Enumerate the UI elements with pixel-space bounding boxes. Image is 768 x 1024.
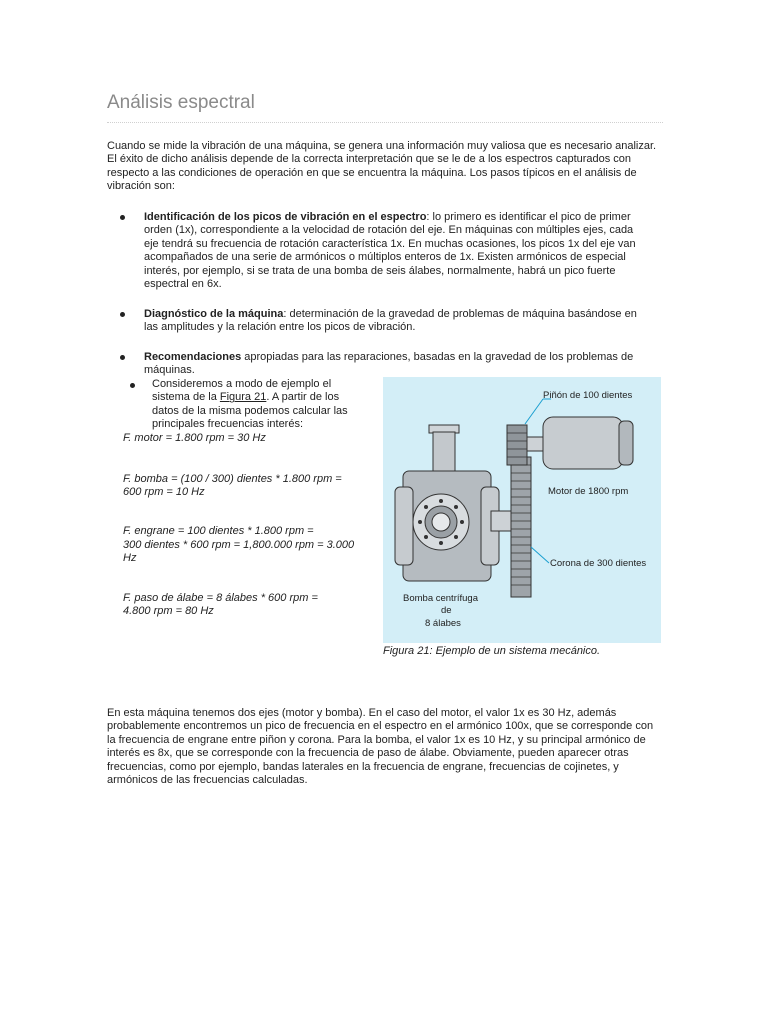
bullet-recomendaciones (144, 351, 644, 378)
bullet-bold: Identificación de los picos de vibración en el espectro (144, 211, 427, 223)
bullet-text: : determinación de la gravedad de problemas de máquina basándose en las amplitudes y la relación entre los picos de vibración. (144, 308, 637, 334)
label-bomba-1: Bomba centrífuga (403, 593, 478, 604)
formula-engrane-1: F. engrane = 100 dientes * 1.800 rpm = (123, 525, 314, 537)
mechanical-system-drawing (383, 377, 661, 643)
formula-bomba: F. bomba = (100 / 300) dientes * 1.800 rpm = 600 rpm = 10 Hz (123, 473, 342, 499)
bullet-dot (130, 383, 135, 388)
example-after: . A partir de los datos de la misma podemos calcular las principales frecuencias interés: (152, 391, 348, 431)
bullet-text: : lo primero es identificar el pico de primer orden (1x), correspondiente a la velocidad de rotación del eje. En máquinas con múltiples ejes, cada eje tendrá su frecuencia de rotación característica 1x. En muchas ocasiones, los picos 1x del eje van acompañados de una serie de armónicos o múltiplos enteros de 1x. Existen armónicos de especial interés, por ejemplo, si se trata de una bomba de seis álabes, normalmente, habrá un pico fuerte espectral en 6x. (144, 211, 636, 291)
bullet-identificacion (144, 211, 644, 291)
closing-paragraph: En esta máquina tenemos dos ejes (motor y bomba). En el caso del motor, el valor 1x es 30 Hz, además probablemente encontremos un pico de frecuencia en el espectro en el armónico 100x, que se corresponde con la frecuencia de engrane entre piñon y corona. Para la bomba, el valor 1x es 10 Hz, y su principal armónico de interés es 8x, que se corresponde con la frecuencia de paso de álabe. Obviamente, pueden aparecer otras frecuencias, como por ejemplo, bandas laterales en la frecuencia de engrane, frecuencias de cojinetes, y armónicos de las frecuencias calculadas. (107, 707, 654, 787)
formula-engrane-2: 300 dientes * 600 rpm = 1,800.000 rpm = 3.000 Hz (123, 539, 355, 565)
figure-link[interactable]: Figura 21 (219, 391, 267, 404)
bullet-dot (120, 312, 125, 317)
title-divider (107, 122, 663, 123)
bullet-text: apropiadas para las reparaciones, basadas en la gravedad de los problemas de máquinas. (144, 351, 634, 377)
label-bomba-2: de (441, 605, 452, 616)
bullet-bold: Diagnóstico de la máquina (144, 308, 284, 320)
label-motor: Motor de 1800 rpm (548, 486, 629, 497)
bullet-bold: Recomendaciones (144, 351, 242, 363)
label-bomba-3: 8 álabes (425, 618, 461, 629)
intro-paragraph: Cuando se mide la vibración de una máquina, se genera una información muy valiosa que es necesario analizar. El éxito de dicho análisis depende de la correcta interpretación que se le de a los espectros capturados con respecto a las condiciones de operación en que se encuentra la máquina. Los pasos típicos en el análisis de vibración son: (107, 140, 657, 193)
bullet-diagnostico (144, 308, 644, 335)
formula-motor: F. motor = 1.800 rpm = 30 Hz (123, 432, 266, 444)
bullet-dot (120, 355, 125, 360)
bullet-dot (120, 215, 125, 220)
figure-caption: Figura 21: Ejemplo de un sistema mecánico. (383, 645, 601, 657)
example-before: Consideremos a modo de ejemplo el sistema de la (152, 378, 332, 404)
formula-alabe: F. paso de álabe = 8 álabes * 600 rpm = 4.800 rpm = 80 Hz (123, 592, 318, 618)
label-corona: Corona de 300 dientes (550, 558, 647, 569)
example-paragraph (152, 378, 364, 432)
mechanical-system-figure (383, 377, 661, 643)
page-title: Análisis espectral (107, 92, 255, 113)
label-pinion: Piñón de 100 dientes (543, 390, 633, 401)
